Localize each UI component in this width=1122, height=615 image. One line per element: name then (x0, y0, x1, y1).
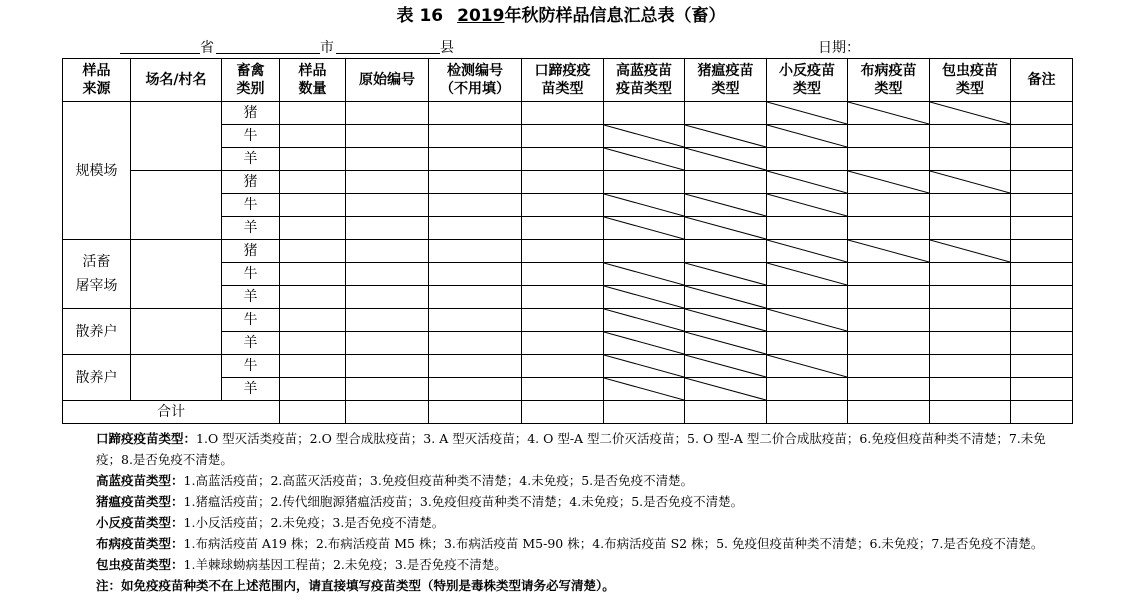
data-entry-cell[interactable] (848, 286, 930, 309)
vaccine-note-text: 1.小反活疫苗；2.未免疫；3.是否免疫不清楚。 (183, 515, 445, 530)
data-entry-cell[interactable] (767, 332, 848, 355)
farm-name-cell[interactable] (131, 102, 222, 171)
data-entry-cell[interactable] (346, 217, 429, 240)
data-entry-cell[interactable] (930, 309, 1011, 332)
header-sample-source (63, 59, 131, 102)
vaccine-note-text: 1.高蓝活疫苗；2.高蓝灭活疫苗；3.免疫但疫苗种类不清楚；4.未免疫；5.是否免疫不清楚。 (183, 473, 694, 488)
data-entry-cell[interactable] (280, 217, 346, 240)
data-entry-cell[interactable] (767, 378, 848, 401)
header-sample-count (280, 59, 346, 102)
sample-source-cell (63, 309, 131, 355)
not-applicable-cell (604, 378, 685, 401)
data-entry-cell[interactable] (346, 171, 429, 194)
not-applicable-cell (767, 355, 848, 378)
data-entry-cell[interactable] (930, 286, 1011, 309)
county-field[interactable] (336, 38, 454, 58)
not-applicable-cell (930, 102, 1011, 125)
data-entry-cell[interactable] (280, 332, 346, 355)
data-entry-cell[interactable] (429, 286, 522, 309)
data-entry-cell[interactable] (429, 263, 522, 286)
total-entry-cell[interactable] (604, 401, 685, 424)
province-label: 省 (200, 40, 214, 56)
data-entry-cell[interactable] (685, 240, 767, 263)
animal-type-cell: 牛 (222, 309, 280, 332)
total-entry-cell[interactable] (685, 401, 767, 424)
header-text: 小反疫苗 (779, 63, 835, 79)
header-text: 疫苗类型 (616, 81, 672, 97)
data-entry-cell[interactable] (685, 171, 767, 194)
header-farm-name (131, 59, 222, 102)
header-text: 包虫疫苗 (942, 63, 998, 79)
data-entry-cell[interactable] (429, 194, 522, 217)
data-entry-cell[interactable] (685, 102, 767, 125)
header-text: 苗类型 (541, 81, 584, 97)
not-applicable-cell (604, 286, 685, 309)
sample-source-label: 散养户 (75, 369, 118, 386)
header-text: 猪瘟疫苗 (697, 63, 754, 79)
not-applicable-cell (848, 240, 930, 263)
header-text: 来源 (82, 81, 111, 97)
data-entry-cell[interactable] (1011, 102, 1073, 125)
header-text: 样品 (82, 63, 111, 79)
header-text: 数量 (298, 81, 327, 97)
data-entry-cell[interactable] (1011, 125, 1073, 148)
data-entry-cell[interactable] (522, 148, 604, 171)
data-entry-cell[interactable] (848, 263, 930, 286)
total-entry-cell[interactable] (522, 401, 604, 424)
data-entry-cell[interactable] (848, 217, 930, 240)
title-text: 年秋防样品信息汇总表（畜） (504, 6, 726, 26)
data-entry-cell[interactable] (280, 263, 346, 286)
sample-source-cell (63, 102, 131, 240)
header-text: 原始编号 (359, 72, 415, 88)
data-entry-cell[interactable] (930, 194, 1011, 217)
sample-source-cell (63, 240, 131, 309)
not-applicable-cell (604, 309, 685, 332)
not-applicable-cell (767, 102, 848, 125)
animal-type-cell: 羊 (222, 217, 280, 240)
total-entry-cell[interactable] (429, 401, 522, 424)
animal-type-cell: 牛 (222, 355, 280, 378)
sample-source-label: 散养户 (75, 323, 118, 340)
data-entry-cell[interactable] (604, 240, 685, 263)
data-entry-cell[interactable] (930, 125, 1011, 148)
not-applicable-cell (604, 332, 685, 355)
data-entry-cell[interactable] (429, 309, 522, 332)
data-entry-cell[interactable] (848, 355, 930, 378)
header-text: 畜禽 (236, 63, 265, 79)
data-entry-cell[interactable] (930, 217, 1011, 240)
table-row (63, 355, 1073, 378)
table-row (63, 240, 1073, 263)
data-entry-cell[interactable] (522, 217, 604, 240)
data-entry-cell[interactable] (346, 102, 429, 125)
data-entry-cell[interactable] (429, 217, 522, 240)
data-entry-cell[interactable] (930, 332, 1011, 355)
animal-type-cell: 猪 (222, 102, 280, 125)
vaccine-note (96, 428, 1046, 470)
data-entry-cell[interactable] (280, 286, 346, 309)
data-entry-cell[interactable] (767, 148, 848, 171)
header-ppr-vaccine (767, 59, 848, 102)
data-entry-cell[interactable] (429, 171, 522, 194)
data-entry-cell[interactable] (346, 148, 429, 171)
vaccine-note-text: 1.布病活疫苗 A19 株；2.布病活疫苗 M5 株；3.布病活疫苗 M5-90 株；4.布病活疫苗 S2 株；5. 免疫但疫苗种类不清楚；6.未免疫；7.是否免疫不清楚。 (183, 536, 1044, 551)
header-brucellosis-vaccine (848, 59, 930, 102)
data-entry-cell[interactable] (280, 194, 346, 217)
data-entry-cell[interactable] (522, 125, 604, 148)
title-year: 2019 (457, 6, 505, 26)
header-remarks (1011, 59, 1073, 102)
not-applicable-cell (767, 263, 848, 286)
sample-source-label: 规模场 (75, 162, 118, 179)
data-entry-cell[interactable] (1011, 332, 1073, 355)
data-entry-cell[interactable] (848, 125, 930, 148)
header-test-id (429, 59, 522, 102)
data-entry-cell[interactable] (346, 286, 429, 309)
data-entry-cell[interactable] (604, 102, 685, 125)
data-entry-cell[interactable] (930, 378, 1011, 401)
data-entry-cell[interactable] (280, 148, 346, 171)
notes-section (96, 428, 1046, 596)
animal-type-cell: 羊 (222, 332, 280, 355)
vaccine-note-label: 猪瘟疫苗类型： (96, 494, 184, 509)
not-applicable-cell (848, 171, 930, 194)
not-applicable-cell (930, 240, 1011, 263)
data-entry-cell[interactable] (930, 148, 1011, 171)
city-field[interactable] (216, 38, 334, 58)
farm-name-cell[interactable] (131, 171, 222, 240)
data-entry-cell[interactable] (280, 125, 346, 148)
vaccine-note-text: 1.O 型灭活类疫苗；2.O 型合成肽疫苗；3. A 型灭活疫苗；4. O 型-A 型二价灭活疫苗；5. O 型-A 型二价合成肽疫苗；6.免疫但疫苗种类不清楚；7.未免疫；8.是否免疫不清楚。 (96, 431, 1046, 467)
farm-name-cell[interactable] (131, 309, 222, 355)
animal-type-cell: 羊 (222, 286, 280, 309)
data-entry-cell[interactable] (346, 355, 429, 378)
header-text: 类型 (956, 81, 984, 97)
data-entry-cell[interactable] (1011, 355, 1073, 378)
animal-type-cell: 牛 (222, 194, 280, 217)
data-entry-cell[interactable] (522, 355, 604, 378)
vaccine-note (96, 554, 1046, 575)
data-entry-cell[interactable] (429, 355, 522, 378)
total-entry-cell[interactable] (767, 401, 848, 424)
not-applicable-cell (604, 217, 685, 240)
data-entry-cell[interactable] (1011, 217, 1073, 240)
header-text: 场名/村名 (145, 72, 207, 88)
not-applicable-cell (848, 102, 930, 125)
header-original-id (346, 59, 429, 102)
not-applicable-cell (685, 148, 767, 171)
header-text: 布病疫苗 (860, 63, 917, 79)
header-text: 检测编号 (447, 63, 503, 79)
animal-type-cell: 牛 (222, 263, 280, 286)
data-entry-cell[interactable] (848, 332, 930, 355)
data-entry-cell[interactable] (522, 102, 604, 125)
table-row (63, 171, 1073, 194)
not-applicable-cell (685, 309, 767, 332)
data-entry-cell[interactable] (429, 332, 522, 355)
vaccine-note-label: 小反疫苗类型： (96, 515, 184, 530)
sample-source-label: 屠宰场 (75, 278, 118, 294)
vaccine-note (96, 533, 1046, 554)
final-note: 注：如免疫疫苗种类不在上述范围内，请直接填写疫苗类型（特别是毒株类型请务必写清楚）。 (96, 578, 615, 593)
data-entry-cell[interactable] (1011, 148, 1073, 171)
vaccine-note-label: 口蹄疫疫苗类型： (96, 431, 197, 446)
header-echinococcus-vaccine (930, 59, 1011, 102)
data-entry-cell[interactable] (522, 309, 604, 332)
data-entry-cell[interactable] (604, 171, 685, 194)
not-applicable-cell (604, 355, 685, 378)
header-text: 类型 (793, 81, 821, 97)
county-label: 县 (440, 40, 454, 56)
data-entry-cell[interactable] (1011, 263, 1073, 286)
data-entry-cell[interactable] (522, 171, 604, 194)
not-applicable-cell (685, 286, 767, 309)
animal-type-cell: 猪 (222, 240, 280, 263)
total-entry-cell[interactable] (930, 401, 1011, 424)
date-label: 日期： (818, 40, 860, 56)
total-entry-cell[interactable] (1011, 401, 1073, 424)
sample-source-label: 活畜 (82, 254, 111, 270)
not-applicable-cell (685, 378, 767, 401)
vaccine-note-label: 包虫疫苗类型： (96, 557, 184, 572)
not-applicable-cell (767, 125, 848, 148)
data-entry-cell[interactable] (346, 263, 429, 286)
not-applicable-cell (767, 309, 848, 332)
data-entry-cell[interactable] (1011, 286, 1073, 309)
data-entry-cell[interactable] (346, 240, 429, 263)
data-entry-cell[interactable] (429, 378, 522, 401)
vaccine-note-text: 1.猪瘟活疫苗；2.传代细胞源猪瘟活疫苗；3.免疫但疫苗种类不清楚；4.未免疫；5.是否免疫不清楚。 (183, 494, 744, 509)
data-entry-cell[interactable] (280, 309, 346, 332)
vaccine-note (96, 512, 1046, 533)
data-entry-cell[interactable] (280, 378, 346, 401)
not-applicable-cell (685, 332, 767, 355)
sample-source-cell (63, 355, 131, 401)
header-csf-vaccine (685, 59, 767, 102)
not-applicable-cell (930, 171, 1011, 194)
total-label: 合计 (63, 401, 280, 424)
data-entry-cell[interactable] (346, 378, 429, 401)
data-entry-cell[interactable] (767, 217, 848, 240)
not-applicable-cell (685, 263, 767, 286)
farm-name-cell[interactable] (131, 240, 222, 309)
header-text: 样品 (298, 63, 327, 79)
date-field[interactable] (818, 38, 860, 58)
data-entry-cell[interactable] (848, 309, 930, 332)
not-applicable-cell (685, 194, 767, 217)
vaccine-note-label: 布病疫苗类型： (96, 536, 184, 551)
not-applicable-cell (685, 125, 767, 148)
not-applicable-cell (685, 355, 767, 378)
table-row (63, 102, 1073, 125)
data-entry-cell[interactable] (930, 355, 1011, 378)
data-entry-cell[interactable] (848, 378, 930, 401)
header-text: 类型 (711, 81, 740, 97)
total-row (63, 401, 1073, 424)
not-applicable-cell (604, 125, 685, 148)
not-applicable-cell (604, 194, 685, 217)
sample-summary-table (62, 58, 1073, 424)
header-fmd-vaccine (522, 59, 604, 102)
data-entry-cell[interactable] (1011, 378, 1073, 401)
data-entry-cell[interactable] (429, 102, 522, 125)
total-entry-cell[interactable] (280, 401, 346, 424)
data-entry-cell[interactable] (346, 332, 429, 355)
data-entry-cell[interactable] (280, 355, 346, 378)
page-title (0, 2, 1122, 30)
city-label: 市 (320, 40, 334, 56)
table-row (63, 309, 1073, 332)
data-entry-cell[interactable] (346, 194, 429, 217)
header-text: 口蹄疫疫 (534, 63, 591, 79)
not-applicable-cell (767, 240, 848, 263)
data-entry-cell[interactable] (429, 240, 522, 263)
animal-type-cell: 羊 (222, 378, 280, 401)
data-entry-cell[interactable] (280, 102, 346, 125)
data-entry-cell[interactable] (848, 148, 930, 171)
animal-type-cell: 羊 (222, 148, 280, 171)
province-field[interactable] (120, 38, 214, 58)
data-entry-cell[interactable] (1011, 194, 1073, 217)
header-text: 高蓝疫苗 (616, 63, 672, 79)
header-text: （不用填） (440, 81, 510, 97)
not-applicable-cell (685, 217, 767, 240)
animal-type-cell: 牛 (222, 125, 280, 148)
data-entry-cell[interactable] (280, 240, 346, 263)
data-entry-cell[interactable] (767, 286, 848, 309)
data-entry-cell[interactable] (522, 378, 604, 401)
vaccine-note (96, 491, 1046, 512)
animal-type-cell: 猪 (222, 171, 280, 194)
data-entry-cell[interactable] (522, 286, 604, 309)
data-entry-cell[interactable] (280, 171, 346, 194)
data-entry-cell[interactable] (1011, 171, 1073, 194)
data-entry-cell[interactable] (346, 125, 429, 148)
data-entry-cell[interactable] (522, 263, 604, 286)
header-prrs-vaccine (604, 59, 685, 102)
not-applicable-cell (604, 263, 685, 286)
data-entry-cell[interactable] (429, 125, 522, 148)
total-entry-cell[interactable] (848, 401, 930, 424)
farm-name-cell[interactable] (131, 355, 222, 401)
header-text: 备注 (1027, 72, 1056, 88)
vaccine-note (96, 470, 1046, 491)
vaccine-note-text: 1.羊棘球蚴病基因工程苗；2.未免疫；3.是否免疫不清楚。 (183, 557, 507, 572)
data-entry-cell[interactable] (848, 194, 930, 217)
data-entry-cell[interactable] (522, 240, 604, 263)
table-number: 表 16 (396, 6, 444, 26)
not-applicable-cell (604, 148, 685, 171)
data-entry-cell[interactable] (346, 309, 429, 332)
vaccine-note-label: 高蓝疫苗类型： (96, 473, 184, 488)
table-header-row (63, 59, 1073, 102)
not-applicable-cell (767, 194, 848, 217)
header-animal-type (222, 59, 280, 102)
total-entry-cell[interactable] (346, 401, 429, 424)
not-applicable-cell (767, 171, 848, 194)
header-text: 类别 (236, 81, 265, 97)
header-text: 类型 (874, 81, 903, 97)
data-entry-cell[interactable] (522, 194, 604, 217)
data-entry-cell[interactable] (930, 263, 1011, 286)
data-entry-cell[interactable] (429, 148, 522, 171)
data-entry-cell[interactable] (1011, 309, 1073, 332)
data-entry-cell[interactable] (522, 332, 604, 355)
data-entry-cell[interactable] (1011, 240, 1073, 263)
